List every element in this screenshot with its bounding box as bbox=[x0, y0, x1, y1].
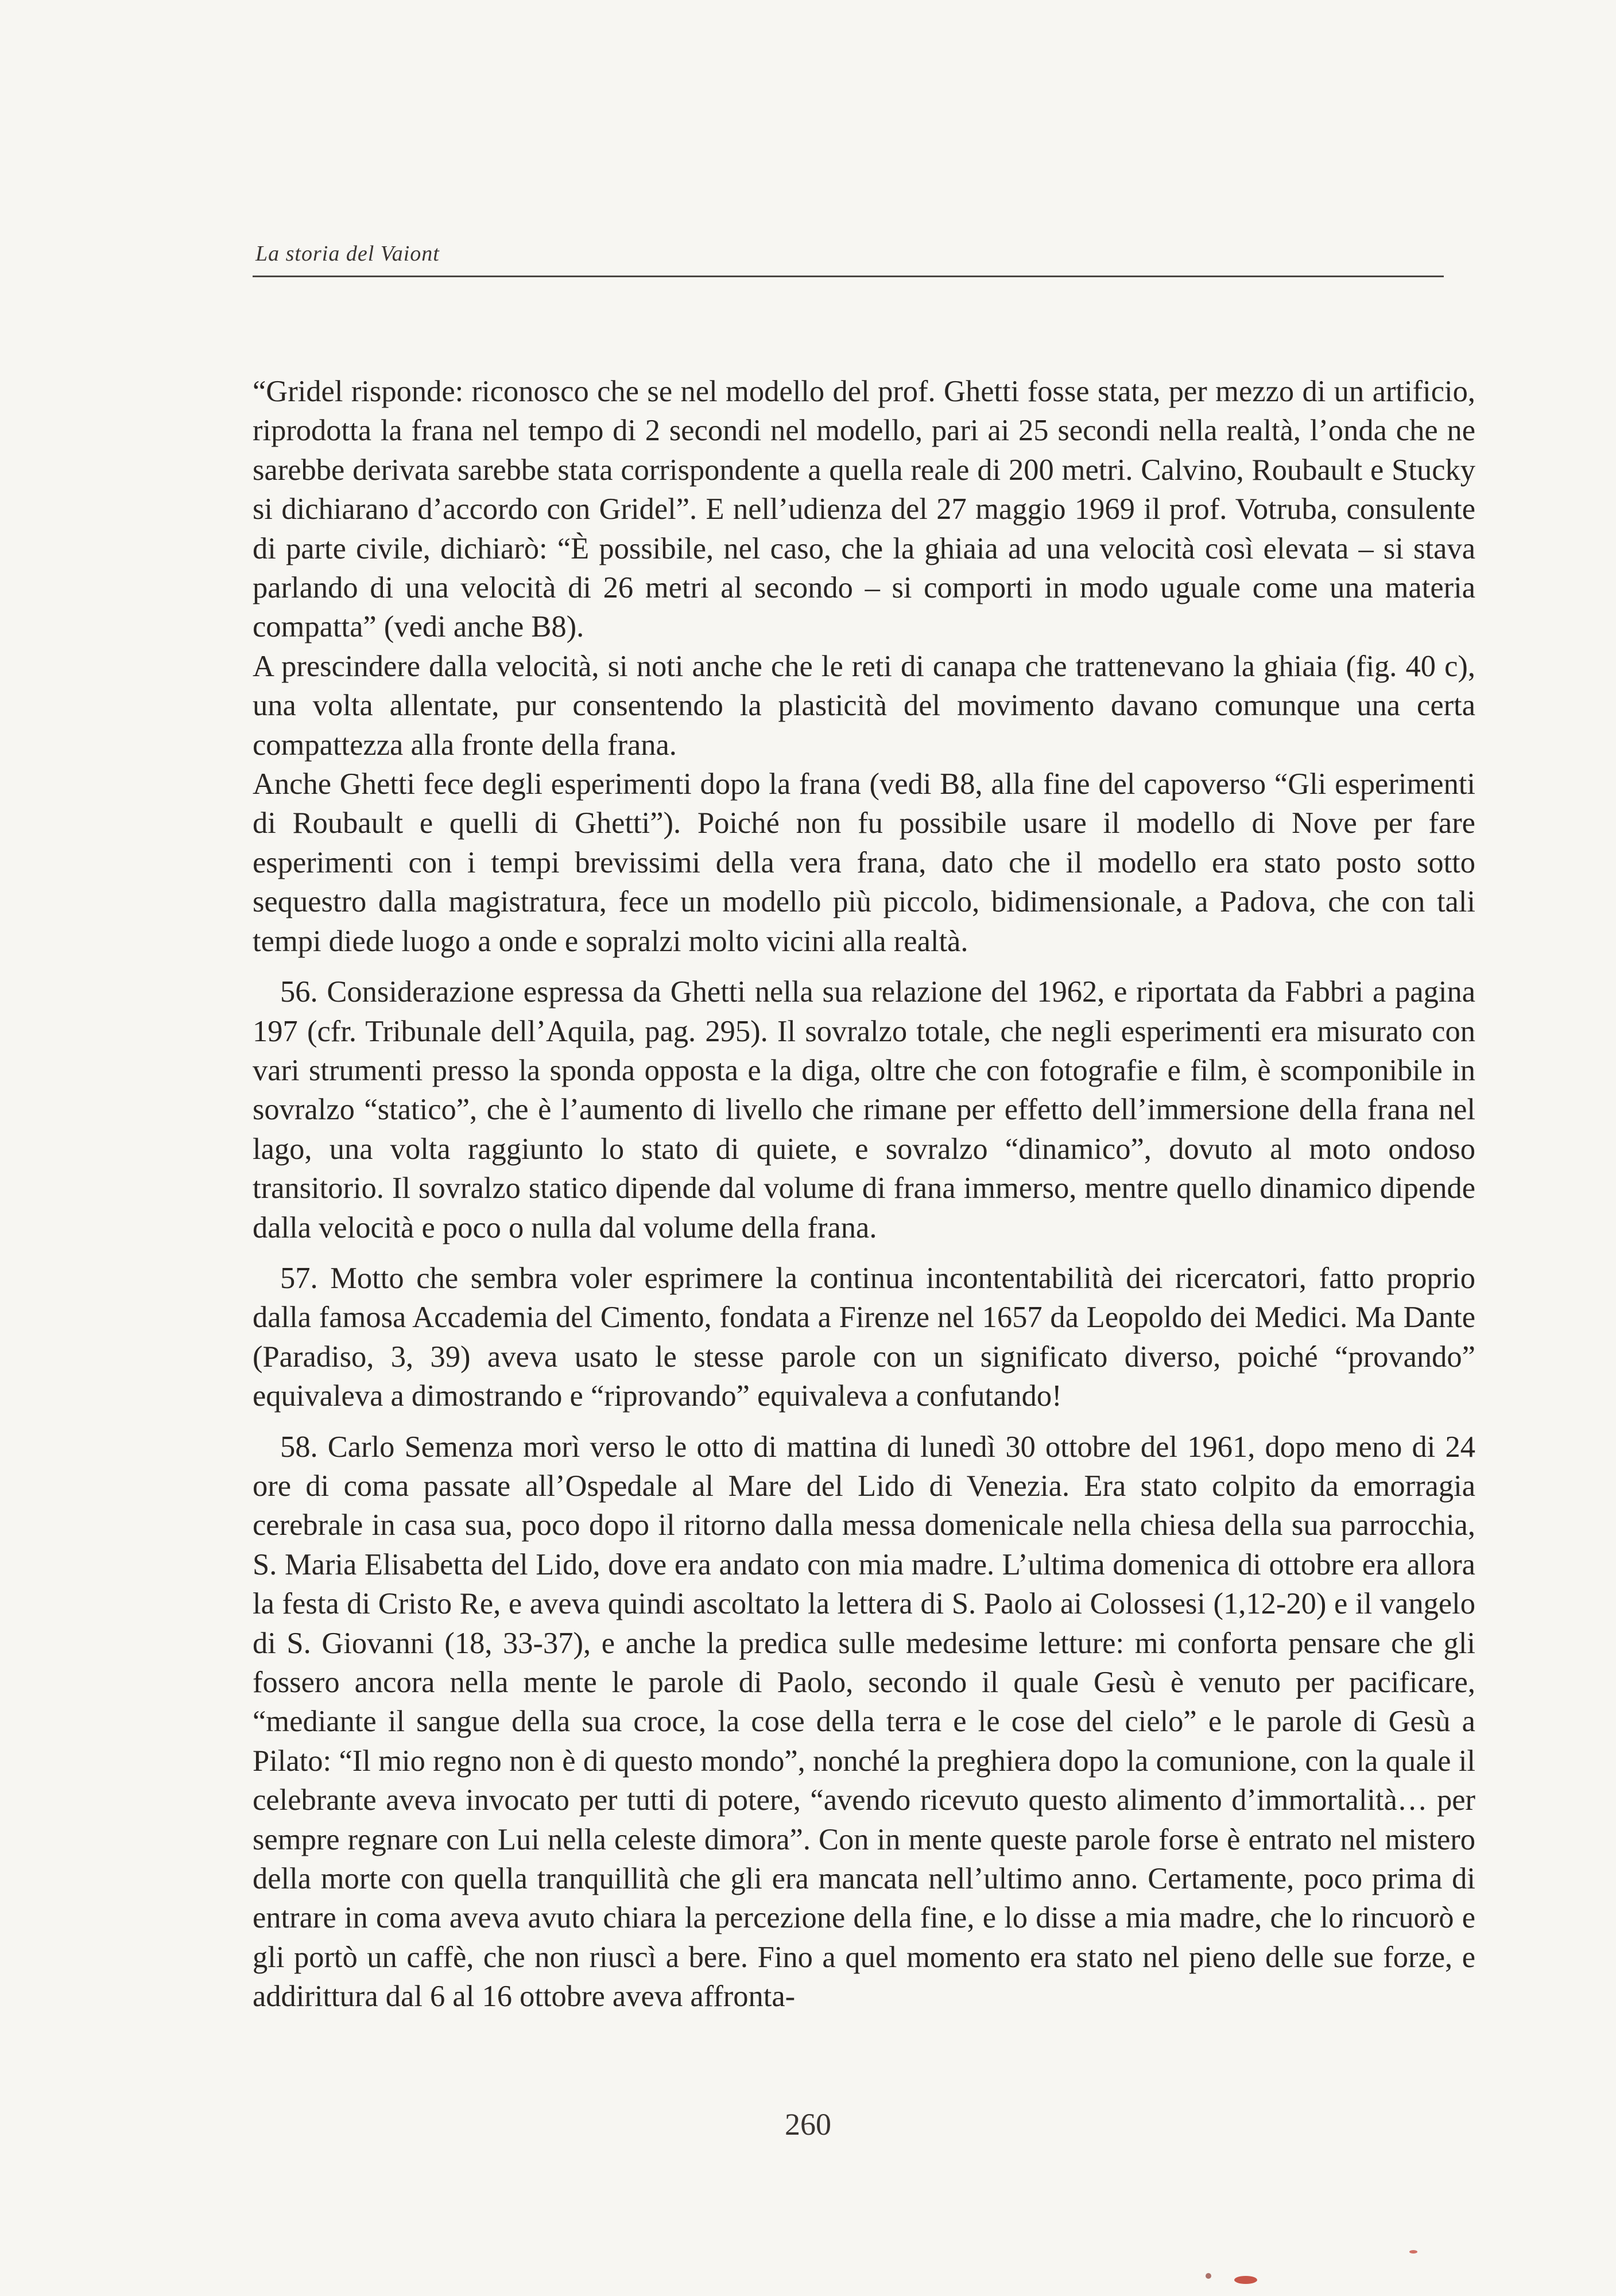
page-number: 260 bbox=[785, 2107, 831, 2142]
footnote-56: 56. Considerazione espressa da Ghetti nella sua relazione del 1962, e riportata da Fabbri a pagina 197 (cfr. Tribunale dell’Aquila, pag. 295). Il sovralzo totale, che negli esperimenti era misurato con vari strumenti presso la sponda opposta e la diga, oltre che con fotografie e film, è scomponibile in sovralzo “statico”, che è l’aumento di livello che rimane per effetto dell’immersione della frana nel lago, una volta raggiunto lo stato di quiete, e sovralzo “dinamico”, dovuto al moto ondoso transitorio. Il sovralzo statico dipende dal volume di frana immerso, mentre quello dinamico dipende dalla velocità e poco o nulla dal volume della frana. bbox=[253, 975, 1475, 1244]
footnote-58: 58. Carlo Semenza morì verso le otto di mattina di lunedì 30 ottobre del 1961, dopo meno di 24 ore di coma passate all’Ospedale al Mare del Lido di Venezia. Era stato colpito da emorragia cerebrale in casa sua, poco dopo il ritorno dalla messa domenicale nella chiesa della sua parrocchia, S. Maria Elisabetta del Lido, dove era andato con mia madre. L’ultima domenica di ottobre era allora la festa di Cristo Re, e aveva quindi ascoltato la lettera di S. Paolo ai Colossesi (1,12-20) e il vangelo di S. Giovanni (18, 33-37), e anche la predica sulle medesime letture: mi conforta pensare che gli fossero ancora nella mente le parole di Paolo, secondo il quale Gesù è venuto per pacificare, “mediante il sangue della sua croce, la cose della terra e le cose del cielo” e le parole di Gesù a Pilato: “Il mio regno non è di questo mondo”, nonché la preghiera dopo la comunione, con la quale il celebrante aveva invocato per tutti di potere, “avendo ricevuto questo alimento d’immortalità… per sempre regnare con Lui nella celeste dimora”. Con in mente queste parole forse è entrato nel mistero della morte con quella tranquillità che gli era mancata nell’ultimo anno. Certamente, poco prima di entrare in coma aveva avuto chiara la percezione della fine, e lo disse a mia madre, che lo rincuorò e gli portò un caffè, che non riuscì a bere. Fino a quel momento era stato nel pieno delle sue forze, e addirittura dal 6 al 16 ottobre aveva affronta- bbox=[253, 1430, 1475, 2014]
ink-speck bbox=[1206, 2273, 1211, 2279]
paragraph-ghetti-experiments: Anche Ghetti fece degli esperimenti dopo la frana (vedi B8, alla fine del capoverso “Gli esperimenti di Roubault e quelli di Ghetti”). Poiché non fu possibile usare il modello di Nove per fare esperimenti con i tempi brevissimi della vera frana, dato che il modello era stato posto sotto sequestro dalla magistratura, fece un modello più piccolo, bidimensionale, a Padova, che con tali tempi diede luogo a onde e sopralzi molto vicini alla realtà. bbox=[253, 767, 1475, 958]
footnote-57: 57. Motto che sembra voler esprimere la continua incontentabilità dei ricercatori, fatto proprio dalla famosa Accademia del Cimento, fondata a Firenze nel 1657 da Leopoldo dei Medici. Ma Dante (Paradiso, 3, 39) aveva usato le stesse parole con un significato diverso, poiché “provando” equivaleva a dimostrando e “riprovando” equivaleva a confutando! bbox=[253, 1261, 1475, 1413]
paragraph-velocity: A prescindere dalla velocità, si noti anche che le reti di canapa che trattenevano la ghiaia (fig. 40 c), una volta allentate, pur consentendo la plasticità del movimento davano comunque una certa compattezza alla fronte della frana. bbox=[253, 649, 1475, 762]
page-body bbox=[253, 372, 1475, 2016]
ink-speck bbox=[1409, 2250, 1417, 2254]
ink-speck bbox=[1234, 2276, 1257, 2284]
paragraph-quote: “Gridel risponde: riconosco che se nel modello del prof. Ghetti fosse stata, per mezzo di un artificio, riprodotta la frana nel tempo di 2 secondi nel modello, pari ai 25 secondi nella realtà, l’onda che ne sarebbe derivata sarebbe stata corrispondente a quella reale di 200 metri. Calvino, Roubault e Stucky si dichiarano d’accordo con Gridel”. E nell’udienza del 27 maggio 1969 il prof. Votruba, consulente di parte civile, dichiarò: “È possibile, nel caso, che la ghiaia ad una velocità così elevata – si stava parlando di una velocità di 26 metri al secondo – si comporti in modo uguale come una materia compatta” (vedi anche B8). bbox=[253, 375, 1475, 644]
header-rule bbox=[253, 276, 1444, 277]
running-header: La storia del Vaiont bbox=[255, 242, 440, 266]
